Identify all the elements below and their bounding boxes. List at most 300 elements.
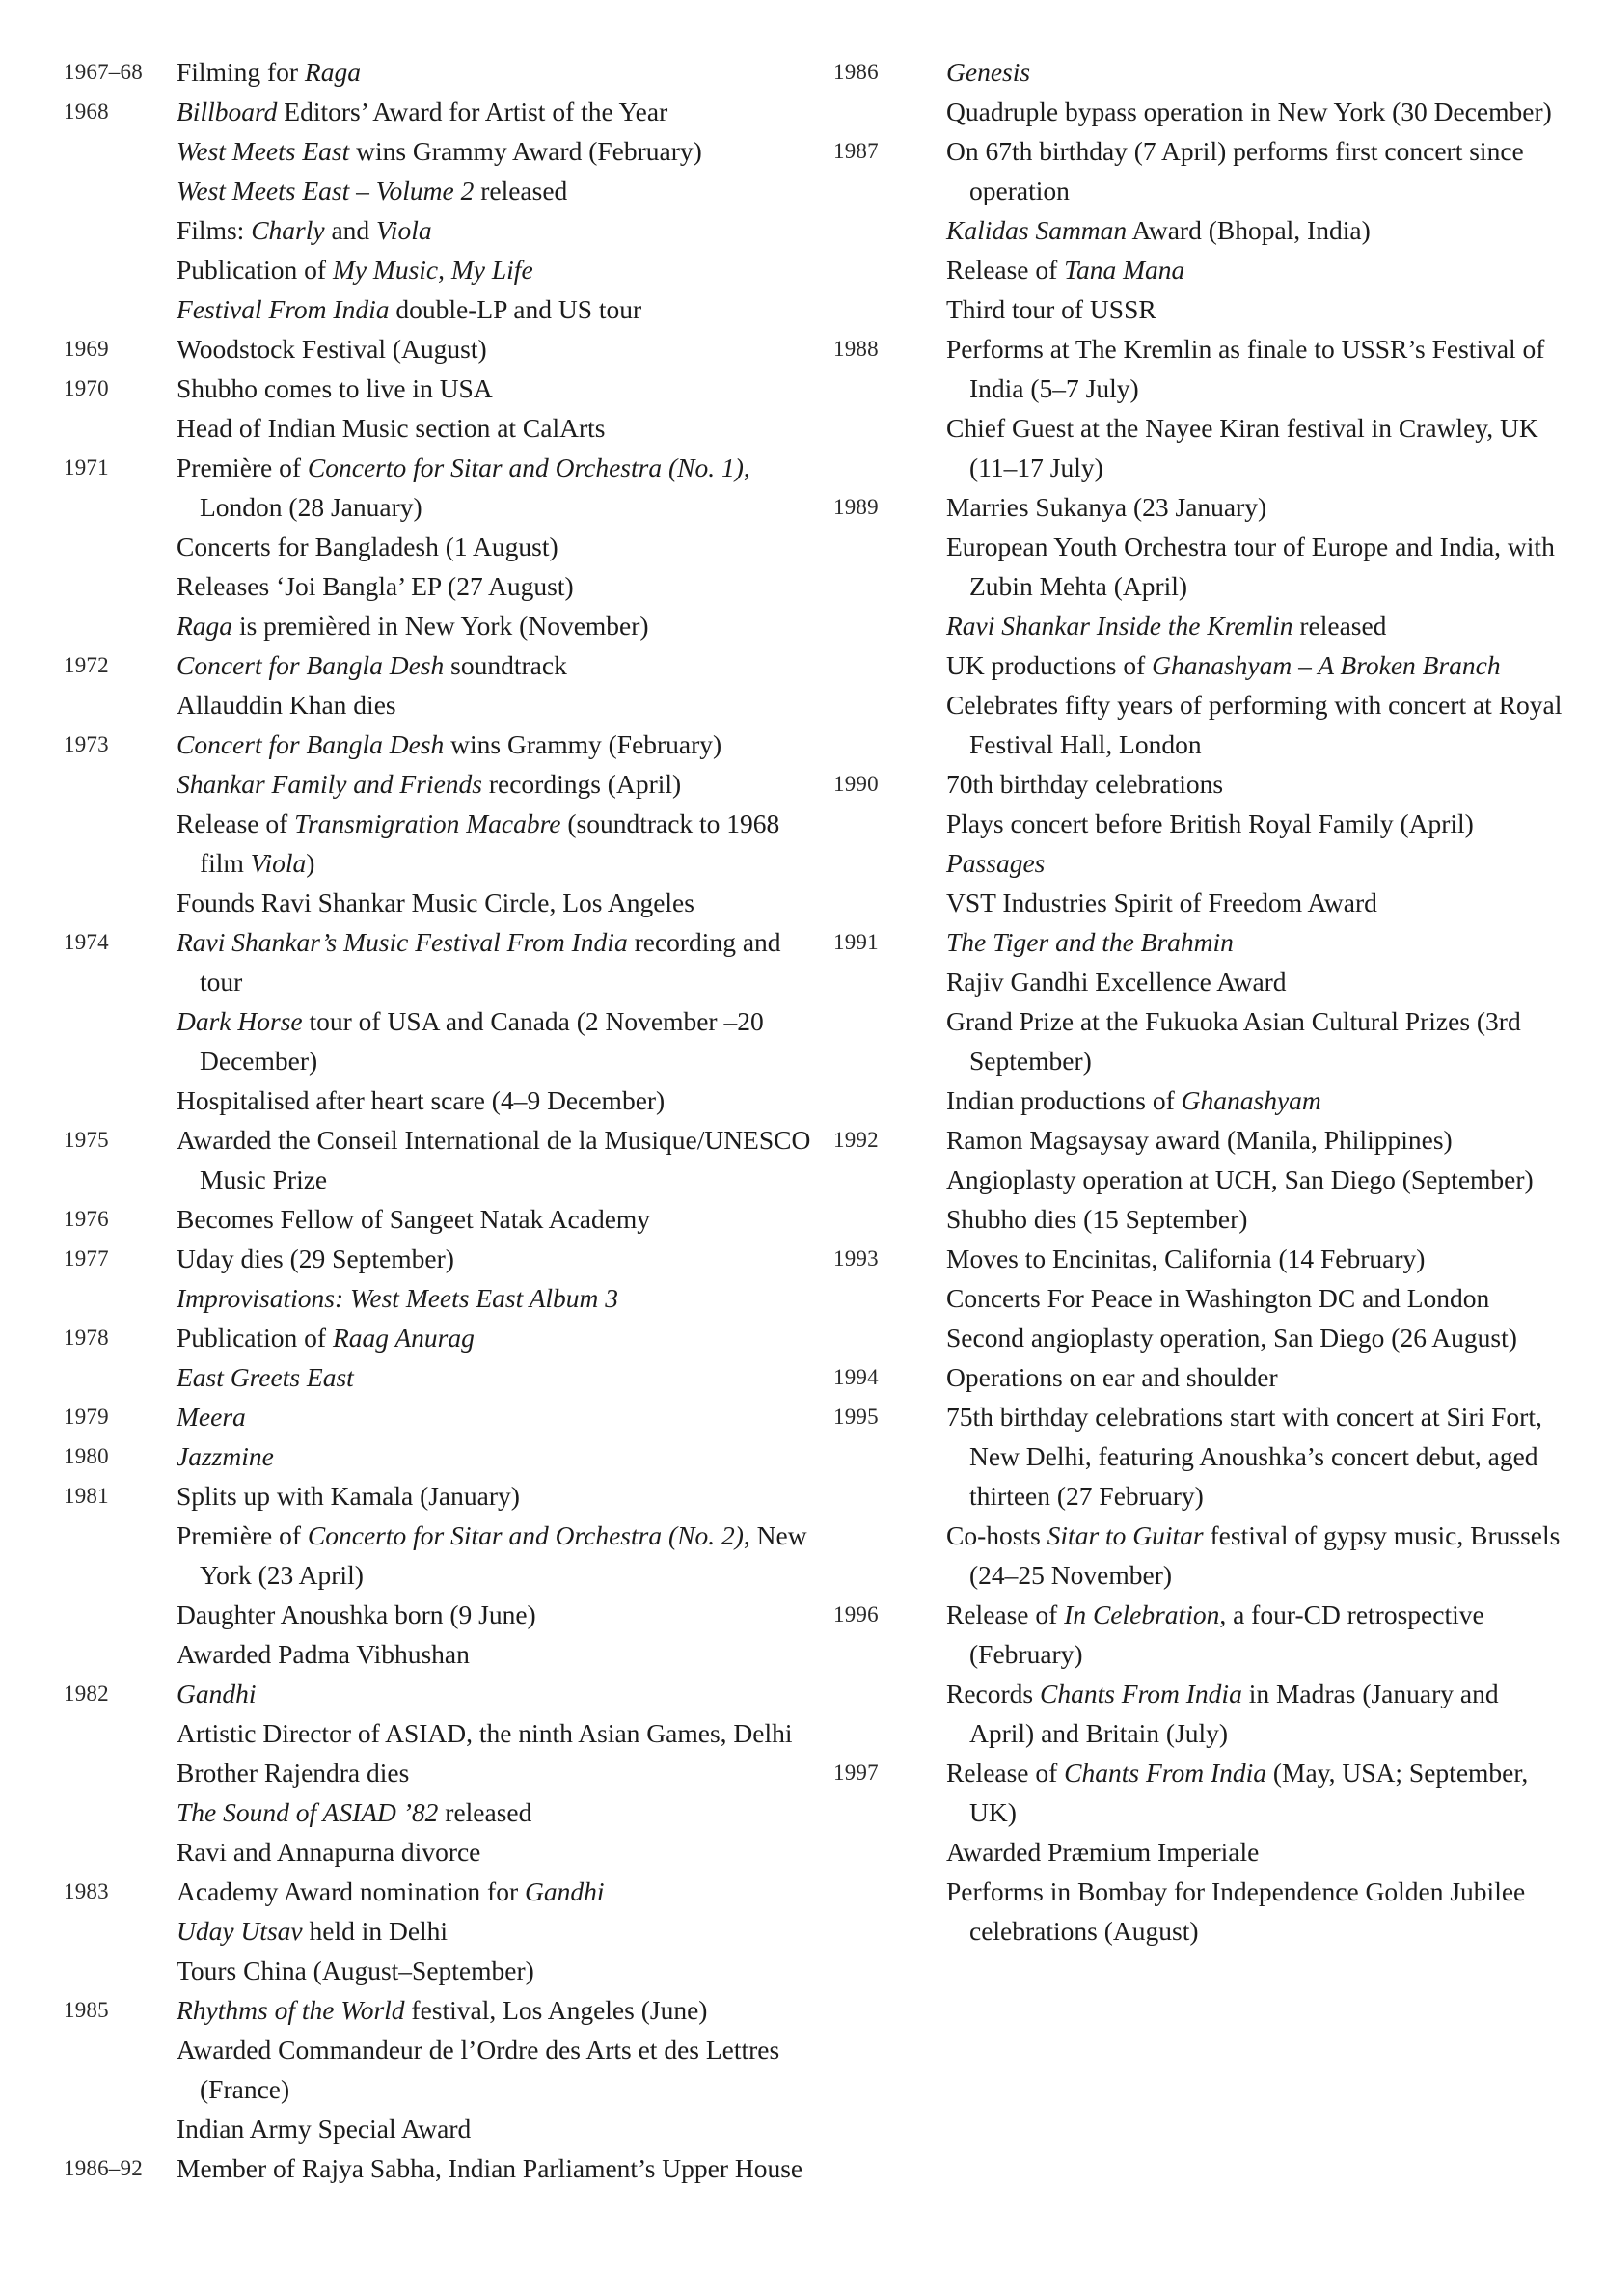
event-text: , New York (23 April) — [200, 1520, 807, 1590]
event-item — [177, 131, 816, 171]
event-item — [946, 1239, 1566, 1278]
event-text: Academy Award nomination for — [177, 1876, 525, 1906]
chronology-entry — [833, 1239, 1566, 1357]
event-text: Brother Rajendra dies — [177, 1758, 410, 1788]
event-text: , a four-CD retrospective (February) — [969, 1599, 1484, 1669]
entry-year: 1970 — [64, 376, 109, 400]
event-text: (May, USA; September, UK) — [969, 1758, 1529, 1827]
entry-events — [177, 52, 816, 92]
event-item — [946, 843, 1566, 883]
event-item — [946, 1080, 1566, 1120]
entry-events — [177, 645, 816, 724]
entry-events — [177, 448, 816, 645]
event-text: Tours China (August–September) — [177, 1955, 534, 1985]
event-item — [946, 645, 1566, 685]
entry-events — [946, 922, 1566, 1120]
event-item — [177, 1753, 816, 1792]
event-text: released — [438, 1797, 532, 1827]
event-title-italic: Kalidas Samman — [946, 215, 1128, 245]
event-title-italic: Sitar to Guitar — [1047, 1520, 1204, 1550]
entry-events — [946, 1397, 1566, 1595]
event-title-italic: Jazzmine — [177, 1441, 274, 1471]
event-title-italic: Chants From India — [1040, 1679, 1242, 1708]
chronology-entry — [833, 1397, 1566, 1595]
event-text: (soundtrack to 1968 film — [200, 808, 780, 878]
event-item — [177, 1476, 816, 1516]
event-item — [177, 1713, 816, 1753]
event-item — [177, 250, 816, 289]
event-title-italic: Shankar Family and Friends — [177, 769, 482, 799]
event-text: , London (28 January) — [200, 452, 750, 522]
event-title-italic: Dark Horse — [177, 1006, 303, 1036]
event-title-italic: Raga — [304, 57, 361, 87]
event-title-italic: Raag Anurag — [332, 1323, 475, 1353]
entry-year: 1986–92 — [64, 2156, 143, 2180]
entry-events — [177, 1436, 816, 1476]
event-item — [177, 764, 816, 804]
event-item — [177, 2030, 816, 2109]
event-item — [946, 52, 1566, 92]
chronology-entry — [833, 1595, 1566, 1753]
entry-events — [946, 329, 1566, 487]
chronology-entry — [833, 922, 1566, 1120]
entry-year: 1972 — [64, 653, 109, 677]
event-text: wins Grammy (February) — [444, 729, 722, 759]
chronology-entry — [64, 1674, 816, 1872]
event-title-italic: Charly — [251, 215, 325, 245]
entry-year: 1974 — [64, 930, 109, 954]
entry-events — [177, 369, 816, 448]
event-item — [177, 448, 816, 527]
event-text: Hospitalised after heart scare (4–9 December) — [177, 1085, 666, 1115]
entry-year: 1994 — [833, 1365, 879, 1389]
entry-year: 1987 — [833, 139, 879, 163]
event-item — [177, 645, 816, 685]
event-title-italic: Ravi Shankar Inside the Kremlin — [946, 611, 1293, 641]
event-text: recordings (April) — [481, 769, 682, 799]
event-title-italic: The Sound of ASIAD ’82 — [177, 1797, 439, 1827]
event-item — [177, 1278, 816, 1318]
chronology-entry — [64, 448, 816, 645]
chronology-entry — [64, 1239, 816, 1318]
event-text: Records — [946, 1679, 1040, 1708]
event-text: VST Industries Spirit of Freedom Award — [946, 888, 1377, 917]
entry-year: 1968 — [64, 99, 109, 123]
event-item — [177, 1001, 816, 1080]
event-text: is premièred in New York (November) — [232, 611, 649, 641]
chronology-entry — [64, 2148, 816, 2188]
event-item — [946, 408, 1566, 487]
chronology-entry — [833, 1120, 1566, 1239]
event-text: Première of — [177, 1520, 308, 1550]
event-item — [177, 1080, 816, 1120]
entry-year: 1985 — [64, 1998, 109, 2022]
event-text: Member of Rajya Sabha, Indian Parliament’s Upper House — [177, 2153, 803, 2183]
event-text: ) — [306, 848, 315, 878]
event-title-italic: Ghanashyam — [1181, 1085, 1321, 1115]
event-text: Quadruple bypass operation in New York (30 December) — [946, 96, 1552, 126]
entry-year: 1979 — [64, 1405, 109, 1429]
entry-events — [946, 52, 1566, 131]
event-title-italic: Chants From India — [1064, 1758, 1266, 1788]
event-text: Release of — [946, 255, 1065, 285]
event-title-italic: Transmigration Macabre — [294, 808, 561, 838]
event-item — [177, 804, 816, 883]
chronology-entry — [833, 1357, 1566, 1397]
event-title-italic: Concert for Bangla Desh — [177, 729, 445, 759]
event-text: recording and tour — [200, 927, 781, 997]
event-text: Ramon Magsaysay award (Manila, Philippines) — [946, 1125, 1453, 1155]
event-item — [946, 92, 1566, 131]
event-item — [177, 329, 816, 369]
event-text: Première of — [177, 452, 308, 482]
event-title-italic: Tana Mana — [1064, 255, 1185, 285]
chronology-entry — [833, 52, 1566, 131]
entry-events — [177, 1990, 816, 2148]
event-item — [946, 922, 1566, 962]
entry-year: 1971 — [64, 455, 109, 479]
event-title-italic: Concerto for Sitar and Orchestra (No. 2) — [307, 1520, 744, 1550]
event-text: Awarded Padma Vibhushan — [177, 1639, 470, 1669]
chronology-entry — [64, 369, 816, 448]
event-item — [946, 1595, 1566, 1674]
event-text: Allauddin Khan dies — [177, 690, 396, 720]
event-item — [946, 764, 1566, 804]
event-text: Founds Ravi Shankar Music Circle, Los Angeles — [177, 888, 694, 917]
entry-year: 1975 — [64, 1128, 109, 1152]
event-item — [946, 1318, 1566, 1357]
entry-year: 1995 — [833, 1405, 879, 1429]
event-item — [177, 566, 816, 606]
event-text: Co-hosts — [946, 1520, 1047, 1550]
event-text: released — [1292, 611, 1387, 641]
event-item — [946, 1120, 1566, 1160]
event-item — [946, 1199, 1566, 1239]
chronology-entry — [833, 329, 1566, 487]
event-text: and — [324, 215, 377, 245]
entry-year: 1991 — [833, 930, 879, 954]
event-text: Chief Guest at the Nayee Kiran festival in Crawley, UK (11–17 July) — [946, 413, 1538, 482]
chronology-entry — [64, 1120, 816, 1199]
chronology-entry — [64, 92, 816, 329]
event-item — [177, 1357, 816, 1397]
event-item — [177, 1674, 816, 1713]
event-text: double-LP and US tour — [389, 294, 642, 324]
entry-events — [177, 1872, 816, 1990]
event-item — [177, 883, 816, 922]
chronology-entry — [833, 131, 1566, 329]
event-item — [946, 250, 1566, 289]
event-title-italic: Festival From India — [177, 294, 390, 324]
event-item — [177, 408, 816, 448]
event-title-italic: Concerto for Sitar and Orchestra (No. 1) — [307, 452, 744, 482]
entry-events — [946, 487, 1566, 764]
event-item — [177, 606, 816, 645]
event-title-italic: Gandhi — [177, 1679, 257, 1708]
event-item — [177, 1872, 816, 1911]
event-text: festival, Los Angeles (June) — [404, 1995, 708, 2025]
chronology-entry — [64, 1476, 816, 1674]
event-text: Grand Prize at the Fukuoka Asian Cultural Prizes (3rd September) — [946, 1006, 1521, 1076]
event-text: Filming for — [177, 57, 305, 87]
event-item — [946, 606, 1566, 645]
event-text: Release of — [946, 1599, 1065, 1629]
event-item — [177, 210, 816, 250]
event-text: soundtrack — [444, 650, 567, 680]
entry-events — [946, 131, 1566, 329]
event-item — [946, 804, 1566, 843]
entry-events — [946, 1357, 1566, 1397]
event-text: Moves to Encinitas, California (14 February) — [946, 1244, 1426, 1273]
event-text: Publication of — [177, 1323, 333, 1353]
chronology-column-left — [64, 52, 816, 2188]
event-title-italic: In Celebration — [1064, 1599, 1220, 1629]
event-item — [177, 1990, 816, 2030]
entry-events — [177, 1476, 816, 1674]
entry-events — [177, 1120, 816, 1199]
chronology-entry — [64, 1318, 816, 1397]
event-item — [177, 685, 816, 724]
event-item — [946, 527, 1566, 606]
event-title-italic: West Meets East — [177, 136, 350, 166]
chronology-column-right — [833, 52, 1566, 1951]
entry-year: 1989 — [833, 495, 879, 519]
entry-events — [177, 922, 816, 1120]
event-text: Woodstock Festival (August) — [177, 334, 487, 364]
chronology-entry — [833, 1753, 1566, 1951]
entry-year: 1988 — [833, 337, 879, 361]
event-text: Operations on ear and shoulder — [946, 1362, 1278, 1392]
event-text: Uday dies (29 September) — [177, 1244, 454, 1273]
entry-events — [177, 329, 816, 369]
chronology-entry — [833, 487, 1566, 764]
event-item — [946, 1160, 1566, 1199]
event-item — [946, 210, 1566, 250]
event-item — [177, 1397, 816, 1436]
chronology-entry — [64, 1872, 816, 1990]
entry-year: 1982 — [64, 1681, 109, 1706]
event-item — [946, 1872, 1566, 1951]
chronology-entry — [64, 329, 816, 369]
event-text: 70th birthday celebrations — [946, 769, 1224, 799]
event-item — [946, 962, 1566, 1001]
event-title-italic: East Greets East — [177, 1362, 354, 1392]
entry-year: 1981 — [64, 1484, 109, 1508]
event-text: held in Delhi — [302, 1916, 449, 1946]
event-text: European Youth Orchestra tour of Europe and India, with Zubin Mehta (April) — [946, 532, 1555, 601]
event-item — [946, 1278, 1566, 1318]
event-text: Editors’ Award for Artist of the Year — [277, 96, 668, 126]
event-text: festival of gypsy music, Brussels (24–25 November) — [969, 1520, 1561, 1590]
event-title-italic: The Tiger and the Brahmin — [946, 927, 1234, 957]
event-item — [177, 289, 816, 329]
entry-events — [177, 1199, 816, 1239]
event-item — [946, 1001, 1566, 1080]
entry-events — [946, 1595, 1566, 1753]
event-item — [177, 1120, 816, 1199]
event-text: wins Grammy Award (February) — [349, 136, 702, 166]
entry-year: 1980 — [64, 1444, 109, 1468]
entry-events — [177, 2148, 816, 2188]
entry-events — [946, 1753, 1566, 1951]
event-text: Marries Sukanya (23 January) — [946, 492, 1267, 522]
event-title-italic: Viola — [250, 848, 307, 878]
event-title-italic: Billboard — [177, 96, 278, 126]
event-item — [177, 1911, 816, 1951]
event-title-italic: My Music, My Life — [332, 255, 533, 285]
entry-year: 1973 — [64, 732, 109, 756]
event-item — [177, 52, 816, 92]
event-item — [177, 369, 816, 408]
entry-year: 1986 — [833, 60, 879, 84]
event-item — [177, 1436, 816, 1476]
event-text: released — [474, 176, 568, 205]
event-item — [946, 487, 1566, 527]
event-item — [177, 171, 816, 210]
event-text: 75th birthday celebrations start with concert at Siri Fort, New Delhi, featuring Anoushka’s concert debut, aged thirteen (27 February) — [946, 1402, 1542, 1511]
event-title-italic: Concert for Bangla Desh — [177, 650, 445, 680]
event-item — [177, 1595, 816, 1634]
event-text: Performs at The Kremlin as finale to USSR’s Festival of India (5–7 July) — [946, 334, 1545, 403]
event-item — [177, 922, 816, 1001]
event-item — [946, 685, 1566, 764]
event-item — [177, 1951, 816, 1990]
event-title-italic: Passages — [946, 848, 1046, 878]
event-title-italic: Meera — [177, 1402, 246, 1432]
entry-year: 1997 — [833, 1761, 879, 1785]
event-text: Awarded Commandeur de l’Ordre des Arts et des Lettres (France) — [177, 2035, 780, 2104]
event-text: Releases ‘Joi Bangla’ EP (27 August) — [177, 571, 574, 601]
entry-year: 1983 — [64, 1879, 109, 1903]
chronology-entry — [64, 1397, 816, 1436]
event-text: Release of — [946, 1758, 1065, 1788]
event-text: Splits up with Kamala (January) — [177, 1481, 520, 1511]
event-item — [946, 883, 1566, 922]
event-title-italic: Ravi Shankar’s Music Festival From India — [177, 927, 628, 957]
event-item — [177, 1832, 816, 1872]
entry-events — [946, 1120, 1566, 1239]
event-text: Awarded Præmium Imperiale — [946, 1837, 1260, 1867]
chronology-entry — [64, 922, 816, 1120]
event-item — [946, 1674, 1566, 1753]
event-text: On 67th birthday (7 April) performs first concert since operation — [946, 136, 1524, 205]
entry-year: 1976 — [64, 1207, 109, 1231]
entry-year: 1977 — [64, 1246, 109, 1271]
event-text: Films: — [177, 215, 252, 245]
entry-year: 1992 — [833, 1128, 879, 1152]
event-text: Publication of — [177, 255, 333, 285]
entry-events — [177, 1674, 816, 1872]
event-text: in Madras (January and April) and Britain (July) — [969, 1679, 1499, 1748]
chronology-entry — [64, 1199, 816, 1239]
event-item — [177, 1199, 816, 1239]
event-text: Plays concert before British Royal Family (April) — [946, 808, 1474, 838]
event-item — [177, 1516, 816, 1595]
event-item — [946, 1357, 1566, 1397]
event-text: tour of USA and Canada (2 November –20 December) — [200, 1006, 764, 1076]
entry-events — [177, 1239, 816, 1318]
entry-year: 1990 — [833, 772, 879, 796]
event-item — [946, 1397, 1566, 1516]
event-text: Indian Army Special Award — [177, 2114, 472, 2144]
event-item — [946, 1832, 1566, 1872]
event-text: Artistic Director of ASIAD, the ninth Asian Games, Delhi — [177, 1718, 793, 1748]
event-title-italic: Genesis — [946, 57, 1031, 87]
event-title-italic: Gandhi — [525, 1876, 605, 1906]
event-text: Concerts For Peace in Washington DC and London — [946, 1283, 1490, 1313]
entry-events — [177, 1318, 816, 1397]
event-item — [177, 1239, 816, 1278]
chronology-entry — [833, 764, 1566, 922]
event-item — [177, 92, 816, 131]
entry-events — [177, 724, 816, 922]
event-text: Release of — [177, 808, 295, 838]
event-text: Award (Bhopal, India) — [1127, 215, 1371, 245]
chronology-entry — [64, 52, 816, 92]
event-item — [177, 2148, 816, 2188]
event-item — [946, 329, 1566, 408]
chronology-entry — [64, 724, 816, 922]
event-title-italic: Raga — [177, 611, 233, 641]
event-text: Concerts for Bangladesh (1 August) — [177, 532, 558, 561]
event-item — [177, 724, 816, 764]
entry-year: 1969 — [64, 337, 109, 361]
event-title-italic: Uday Utsav — [177, 1916, 303, 1946]
event-text: Awarded the Conseil International de la Musique/UNESCO Music Prize — [177, 1125, 811, 1194]
entry-year: 1993 — [833, 1246, 879, 1271]
event-item — [177, 1318, 816, 1357]
event-item — [177, 1634, 816, 1674]
event-text: Ravi and Annapurna divorce — [177, 1837, 481, 1867]
entry-year: 1967–68 — [64, 60, 143, 84]
event-text: Angioplasty operation at UCH, San Diego (September) — [946, 1164, 1534, 1194]
event-title-italic: Ghanashyam – A Broken Branch — [1152, 650, 1501, 680]
entry-events — [177, 92, 816, 329]
event-item — [177, 2109, 816, 2148]
event-text: Becomes Fellow of Sangeet Natak Academy — [177, 1204, 651, 1234]
event-text: Rajiv Gandhi Excellence Award — [946, 967, 1287, 997]
event-text: Head of Indian Music section at CalArts — [177, 413, 606, 443]
event-text: Third tour of USSR — [946, 294, 1156, 324]
entry-events — [946, 764, 1566, 922]
event-text: Performs in Bombay for Independence Golden Jubilee celebrations (August) — [946, 1876, 1526, 1946]
event-item — [946, 289, 1566, 329]
chronology-entry — [64, 1990, 816, 2148]
event-item — [946, 131, 1566, 210]
event-text: Celebrates fifty years of performing with concert at Royal Festival Hall, London — [946, 690, 1563, 759]
event-title-italic: Improvisations: West Meets East Album 3 — [177, 1283, 619, 1313]
event-text: UK productions of — [946, 650, 1153, 680]
event-text: Daughter Anoushka born (9 June) — [177, 1599, 536, 1629]
event-title-italic: Viola — [376, 215, 432, 245]
event-text: Shubho comes to live in USA — [177, 373, 493, 403]
event-text: Indian productions of — [946, 1085, 1182, 1115]
entry-events — [177, 1397, 816, 1436]
event-text: Shubho dies (15 September) — [946, 1204, 1248, 1234]
event-item — [177, 1792, 816, 1832]
chronology-entry — [64, 645, 816, 724]
event-title-italic: Rhythms of the World — [177, 1995, 405, 2025]
chronology-entry — [64, 1436, 816, 1476]
event-text: Second angioplasty operation, San Diego (26 August) — [946, 1323, 1517, 1353]
event-title-italic: West Meets East – Volume 2 — [177, 176, 475, 205]
entry-year: 1996 — [833, 1602, 879, 1626]
entry-year: 1978 — [64, 1326, 109, 1350]
event-item — [946, 1753, 1566, 1832]
entry-events — [946, 1239, 1566, 1357]
event-item — [946, 1516, 1566, 1595]
event-item — [177, 527, 816, 566]
